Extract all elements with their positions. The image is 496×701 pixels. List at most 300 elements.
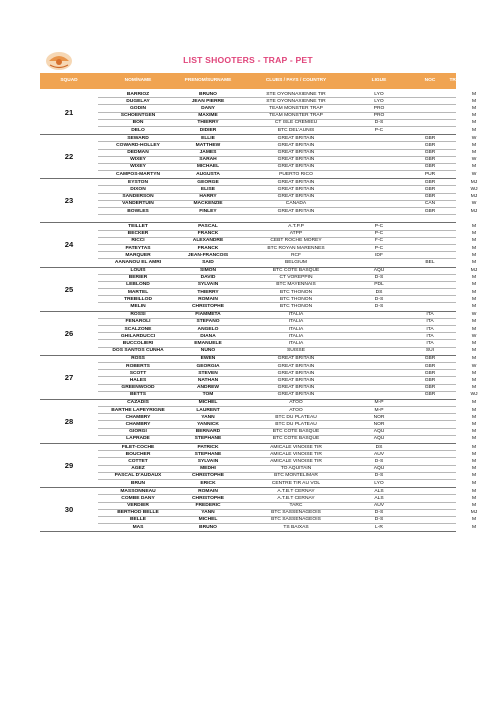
table-row (98, 392, 478, 399)
shooter-ligue: DS (375, 289, 383, 295)
shooter-club: ATOO (289, 407, 303, 413)
shooter-name: SANDERSON (122, 194, 154, 200)
shooter-trap: M (471, 473, 477, 479)
table-row (98, 105, 477, 112)
shooter-name: SCALZONE (124, 326, 152, 332)
shooter-club: ITALIA (288, 319, 304, 325)
shooter-club: ATPP (289, 231, 303, 237)
shooter-surname: MICHAEL (196, 164, 220, 170)
shooter-surname: DIDIER (199, 127, 217, 133)
shooter-noc: GBR (424, 187, 436, 193)
shooter-ligue: AUV (373, 451, 385, 457)
shooter-noc: GBR (424, 179, 436, 185)
shooter-trap: M (471, 252, 477, 258)
shooter-club: CT VOREPPIN (279, 275, 313, 281)
shooter-surname: AUGUSTA (196, 171, 220, 177)
shooter-surname: MEDHI (200, 466, 216, 472)
shooter-trap: W (471, 333, 477, 339)
shooter-club: BELGIUM (284, 259, 307, 265)
shooter-club: GREAT BRITAIN (277, 142, 315, 148)
shooter-noc: ITA (426, 340, 434, 346)
table-row (98, 135, 477, 142)
table-row (98, 164, 477, 171)
shooter-surname: NUNO (200, 348, 216, 354)
shooter-surname: GEORGIA (196, 363, 220, 369)
squad-group (40, 268, 478, 312)
table-row (98, 312, 477, 319)
shooter-trap: W (471, 312, 477, 318)
squad-group (40, 356, 478, 400)
shooter-trap: MJ (470, 194, 478, 200)
squad-number: 23 (64, 196, 74, 206)
shooter-noc: GBR (424, 385, 436, 391)
shooter-trap: M (471, 370, 477, 376)
shooter-club: TO AQUITAIN (280, 466, 312, 472)
shooter-name: VERDIER (127, 503, 149, 509)
shooter-trap: W (471, 157, 477, 163)
shooter-ligue: P-C (374, 127, 384, 133)
shooter-ligue: P-C (374, 223, 384, 229)
shooter-ligue: M-P (374, 400, 384, 406)
shooter-club: GREAT BRITAIN (277, 385, 315, 391)
shooter-ligue: PRO (373, 113, 385, 119)
col-squad: SQUAD (60, 78, 78, 83)
shooter-surname: PASCAL (198, 223, 218, 229)
shooter-trap: M (471, 385, 477, 391)
shooter-trap: M (471, 91, 477, 97)
shooter-trap: M (471, 495, 477, 501)
shooter-name: GREENWOOD (121, 385, 155, 391)
shooter-name: BRUN (130, 480, 146, 486)
shooter-surname: JAMES (199, 150, 217, 156)
shooter-surname: JEAN PIERRE (191, 98, 225, 104)
shooter-trap: MJ (470, 179, 478, 185)
table-row (98, 370, 477, 377)
shooter-name: FILET-COCHE (121, 444, 155, 450)
shooter-surname: ROMAIN (198, 296, 218, 302)
shooter-name: MASSONNEAU (120, 488, 156, 494)
shooter-trap: M (471, 429, 477, 435)
table-row (98, 385, 477, 392)
shooter-club: RCF (290, 252, 302, 258)
table-row (98, 377, 477, 384)
shooter-ligue: ALS (374, 495, 384, 501)
shooter-name: COWARD-HOLLEY (116, 142, 160, 148)
shooter-trap: M (471, 480, 477, 486)
shooter-surname: THIERRY (197, 289, 219, 295)
shooter-name: ROSS (131, 356, 145, 362)
shooter-ligue: D-S (374, 517, 384, 523)
shooter-club: BTC SASSENAGEOIS (271, 517, 321, 523)
shooter-name: FENAROLI (125, 319, 151, 325)
table-row (98, 259, 477, 266)
shooter-trap: M (471, 259, 477, 265)
col-trap: TRAP (449, 78, 463, 83)
shooter-noc: GBR (424, 135, 436, 141)
shooter-trap: M (471, 127, 477, 133)
shooter-name: BON (132, 120, 144, 126)
table-row (98, 458, 477, 465)
shooter-name: TEILLET (128, 223, 148, 229)
shooter-trap: M (471, 503, 477, 509)
squad-number: 25 (64, 284, 74, 294)
shooter-ligue: PDL (374, 282, 384, 288)
shooter-club: GREAT BRITAIN (277, 164, 315, 170)
table-row (98, 150, 477, 157)
squad-number: 26 (64, 328, 74, 338)
shooter-club: TEAM MONSTER TRAP (269, 105, 323, 111)
shooter-club: ITALIA (288, 340, 304, 346)
shooter-surname: STEFANO (196, 319, 220, 325)
shooter-surname: STEVEN (198, 370, 218, 376)
shooter-name: CHAMBRY (125, 422, 151, 428)
shooter-ligue: PRO (373, 105, 385, 111)
shooter-name: MELIN (130, 304, 146, 310)
table-row (98, 171, 477, 178)
squad-group (40, 91, 477, 135)
table-row (98, 517, 477, 524)
shooter-trap: M (471, 466, 477, 472)
shooter-surname: BERNARD (195, 429, 221, 435)
table-row (98, 363, 477, 370)
shooter-name: BOWLES (127, 208, 149, 214)
shooter-noc: BEL (425, 259, 435, 265)
table-row (98, 91, 477, 98)
squad-group (40, 179, 478, 223)
shooter-name: EYSTON (127, 179, 149, 185)
shooter-surname: DAVID (200, 275, 216, 281)
table-row (98, 429, 477, 436)
shooter-ligue: DS (375, 444, 383, 450)
shooter-surname: MICHEL (198, 517, 218, 523)
shooter-trap: M (471, 524, 477, 530)
shooter-trap: M (471, 451, 477, 457)
shooter-name: WIXEY (130, 157, 146, 163)
col-noc: NOC (424, 78, 436, 83)
shooter-ligue: AQU (373, 268, 385, 274)
shooter-ligue: D-S (374, 304, 384, 310)
shooter-surname: MACKENZIE (193, 201, 223, 207)
shooter-club: GREAT BRITAIN (277, 135, 315, 141)
shooter-noc: CAN (424, 201, 436, 207)
shooter-ligue: D-S (374, 120, 384, 126)
shooter-noc: GBR (424, 392, 436, 398)
shooter-name: MAS (132, 524, 144, 530)
shooter-club: BTC MAYENNAIS (276, 282, 316, 288)
shooter-ligue: D-S (374, 458, 384, 464)
shooter-surname: MAXIME (198, 113, 218, 119)
shooter-name: GIORGI (129, 429, 147, 435)
table-row (98, 333, 477, 340)
shooter-trap: M (471, 407, 477, 413)
shooter-name: GHILARDUCCI (120, 333, 156, 339)
squad-group (40, 400, 477, 444)
shooter-name: BELLE (129, 517, 147, 523)
table-row (98, 275, 477, 282)
shooter-ligue: AQU (373, 466, 385, 472)
col-ligue: LIGUE (371, 78, 387, 83)
shooter-noc: GBR (424, 377, 436, 383)
shooter-club: GREAT BRITAIN (277, 392, 315, 398)
table-row (98, 510, 478, 517)
shooter-trap: M (471, 377, 477, 383)
shooter-surname: STEPHANE (194, 436, 222, 442)
table-header (40, 73, 463, 89)
squad-number: 30 (64, 505, 74, 515)
shooter-name: WIXEY (130, 164, 146, 170)
shooter-surname: FRANCK (197, 231, 219, 237)
table-row (98, 208, 478, 215)
shooter-ligue: D-S (374, 510, 384, 516)
squad-number: 24 (64, 240, 74, 250)
shooter-club: TARC (289, 503, 303, 509)
table-row (98, 268, 478, 275)
shooter-surname: SYLVAIN (197, 458, 219, 464)
shooter-ligue: D-S (374, 275, 384, 281)
table-row (98, 179, 478, 186)
shooter-trap: M (471, 231, 477, 237)
squad-group (40, 223, 477, 267)
table-row (98, 252, 477, 259)
shooter-club: A.T.P.P (288, 223, 304, 229)
table-row (98, 480, 477, 487)
shooter-trap: M (471, 98, 477, 104)
shooter-name: DOS SANTOS CUNHA (112, 348, 164, 354)
shooter-trap: M (471, 422, 477, 428)
shooter-name: BARRIOZ (126, 91, 150, 97)
shooter-name: MARTEL (127, 289, 149, 295)
shooter-trap: M (471, 517, 477, 523)
shooter-club: BTC DU PLATEAU (275, 414, 317, 420)
squad-number: 21 (64, 108, 74, 118)
shooter-trap: M (471, 120, 477, 126)
shooter-surname: HARRY (199, 194, 217, 200)
shooter-club: GREAT BRITAIN (277, 370, 315, 376)
shooter-surname: LAURENT (196, 407, 220, 413)
shooter-ligue: L-R (375, 524, 383, 530)
shooter-trap: M (471, 348, 477, 354)
shooter-name: PASCAL D'AUDAUX (114, 473, 162, 479)
shooter-surname: CHRISTOPHE (192, 473, 224, 479)
table-row (98, 466, 477, 473)
table-row (98, 231, 477, 238)
shooter-club: AMICALE VINOISE TIR (270, 451, 322, 457)
table-row (98, 157, 477, 164)
shooter-surname: NATHAN (197, 377, 219, 383)
page-title: LIST SHOOTERS - TRAP - PET (183, 55, 313, 65)
shooter-ligue: AUV (373, 503, 385, 509)
shooter-noc: SUI (425, 348, 435, 354)
table-row (98, 436, 477, 443)
shooters-table (40, 91, 478, 532)
table-row (98, 245, 477, 252)
shooter-ligue: LYO (374, 91, 384, 97)
shooter-name: HALES (129, 377, 147, 383)
squad-group (40, 312, 477, 356)
table-row (98, 194, 478, 201)
shooter-club: GREAT BRITAIN (277, 194, 315, 200)
shooter-trap: W (471, 135, 477, 141)
table-row (98, 142, 477, 149)
shooter-trap: M (471, 400, 477, 406)
shooter-club: BTC THONON (279, 304, 313, 310)
shooter-surname: BRUNO (199, 91, 217, 97)
shooter-club: GREAT BRITAIN (277, 356, 315, 362)
shooter-surname: JEAN-FRANCOIS (187, 252, 229, 258)
shooter-surname: CHRISTOPHE (192, 495, 224, 501)
table-row (98, 495, 477, 502)
shooter-name: BOUCHER (125, 451, 151, 457)
table-row (98, 215, 456, 222)
shooter-name: TREBILLOD (124, 296, 152, 302)
shooter-ligue: D-S (374, 473, 384, 479)
shooter-club: A.T.B.T CERNAY (277, 495, 315, 501)
shooter-surname: SYLVAIN (197, 282, 219, 288)
table-row (98, 356, 477, 363)
shooter-name: BUCCOLIERI (122, 340, 154, 346)
table-row (98, 340, 477, 347)
shooter-noc: GBR (424, 208, 436, 214)
shooter-club: GREAT BRITAIN (277, 150, 315, 156)
shooter-club: BTC THONON (279, 289, 313, 295)
shooter-noc: GBR (424, 356, 436, 362)
shooter-surname: THIERRY (197, 120, 219, 126)
shooter-trap: W (471, 171, 477, 177)
shooter-trap: WJ (470, 392, 478, 398)
shooter-surname: ALEXANDRE (192, 238, 224, 244)
shooter-noc: GBR (424, 194, 436, 200)
table-row (98, 289, 477, 296)
shooter-name: COTTET (128, 458, 148, 464)
shooter-trap: M (471, 150, 477, 156)
shooter-surname: SARAH (199, 157, 217, 163)
shooter-club: BTC SASSENAGEOIS (271, 510, 321, 516)
shooter-noc: ITA (426, 312, 434, 318)
table-row (98, 223, 477, 230)
shooter-club: BTC THONON (279, 296, 313, 302)
shooter-ligue: P-C (374, 231, 384, 237)
table-row (98, 400, 477, 407)
shooter-trap: M (471, 444, 477, 450)
shooter-surname: GEORGE (197, 179, 219, 185)
shooter-name: SEWARD (127, 135, 149, 141)
squad-number: 29 (64, 461, 74, 471)
shooter-club: PUERTO RICO (279, 171, 313, 177)
shooter-club: GREAT BRITAIN (277, 363, 315, 369)
shooter-ligue: M-P (374, 407, 384, 413)
shooter-club: BTC COTE BASQUE (272, 268, 320, 274)
shooter-surname: CHRISTOPHE (192, 304, 224, 310)
shooter-trap: M (471, 238, 477, 244)
shooter-name: LEBLOND (126, 282, 150, 288)
shooter-trap: M (471, 105, 477, 111)
shooter-noc: GBR (424, 150, 436, 156)
table-row (98, 444, 477, 451)
shooter-club: BTC COTE BASQUE (272, 436, 320, 442)
table-row (98, 319, 477, 326)
shooter-ligue: NOR (373, 422, 385, 428)
shooter-trap: W (471, 201, 477, 207)
shooter-trap: M (471, 326, 477, 332)
shooter-name: DEDMAN (127, 150, 149, 156)
shooter-surname: FRANCK (197, 245, 219, 251)
shooter-club: AMICALE VINOISE TIR (270, 458, 322, 464)
shooter-club: A.T.B.T CERNAY (277, 488, 315, 494)
shooter-club: ITALIA (288, 312, 304, 318)
table-row (98, 414, 477, 421)
shooter-club: ITALIA (288, 333, 304, 339)
shooter-trap: M (471, 142, 477, 148)
shooter-trap: M (471, 113, 477, 119)
shooter-name: AGEZ (131, 466, 145, 472)
shooter-club: CEBT ROCHE MOREY (270, 238, 322, 244)
table-row (98, 98, 477, 105)
shooter-name: COMBE DANY (121, 495, 155, 501)
squad-group (40, 135, 477, 179)
table-row (98, 127, 477, 134)
table-row (98, 303, 477, 310)
shooter-ligue: LYO (374, 480, 384, 486)
shooter-surname: ELISE (200, 187, 216, 193)
shooter-ligue: ALS (374, 488, 384, 494)
shooter-name: VANDERTUIN (122, 201, 154, 207)
shooter-surname: SIMON (199, 268, 217, 274)
shooter-ligue: LYO (374, 98, 384, 104)
shooter-trap: M (471, 488, 477, 494)
shooter-surname: TOM (202, 392, 214, 398)
shooter-trap: MJ (470, 510, 478, 516)
shooter-name: SCHOENTGEN (120, 113, 156, 119)
shooter-trap: M (471, 245, 477, 251)
table-row (98, 473, 477, 480)
table-row (98, 201, 477, 208)
col-surname: PRENOM/SURNAME (184, 78, 232, 83)
squad-group (40, 488, 478, 532)
shooter-surname: EWEN (200, 356, 216, 362)
shooter-ligue: AQU (373, 436, 385, 442)
shooter-surname: FREDERIC (195, 503, 221, 509)
shooter-name: AANANOU EL AMRI (114, 259, 162, 265)
shooter-trap: M (471, 458, 477, 464)
shooter-name: SCOTT (129, 370, 147, 376)
shooter-club: BTC ROYAN MARENNES (267, 245, 325, 251)
shooter-club: STE OYONNAXIENNE TIR (266, 98, 326, 104)
shooter-club: GREAT BRITAIN (277, 208, 315, 214)
table-row (98, 348, 477, 355)
shooter-name: DELO (131, 127, 145, 133)
shooter-name: ROSSI (130, 312, 146, 318)
shooter-club: CANADA (285, 201, 307, 207)
shooter-club: STE OYONNAXIENNE TIR (266, 91, 326, 97)
table-row (98, 296, 477, 303)
shooter-name: PATEYTAS (125, 245, 151, 251)
shooter-surname: MATTHEW (195, 142, 221, 148)
shooter-club: CENTRE TIR AU VOL (271, 480, 321, 486)
table-row (98, 488, 477, 495)
col-club: CLUBS / PAYS / COUNTRY (265, 78, 327, 83)
shooter-noc: GBR (424, 157, 436, 163)
table-row (98, 186, 478, 193)
shooter-club: AMICALE VINOISE TIR (270, 444, 322, 450)
shooter-noc: GBR (424, 164, 436, 170)
shooter-trap: M (471, 282, 477, 288)
shooter-trap: M (471, 296, 477, 302)
shooter-name: BARTHE LAPEYRIGNE (111, 407, 165, 413)
shooter-club: GREAT BRITAIN (277, 187, 315, 193)
table-row (98, 238, 477, 245)
shooter-surname: ANDREW (196, 385, 219, 391)
shooter-surname: STEPHANE (194, 451, 222, 457)
